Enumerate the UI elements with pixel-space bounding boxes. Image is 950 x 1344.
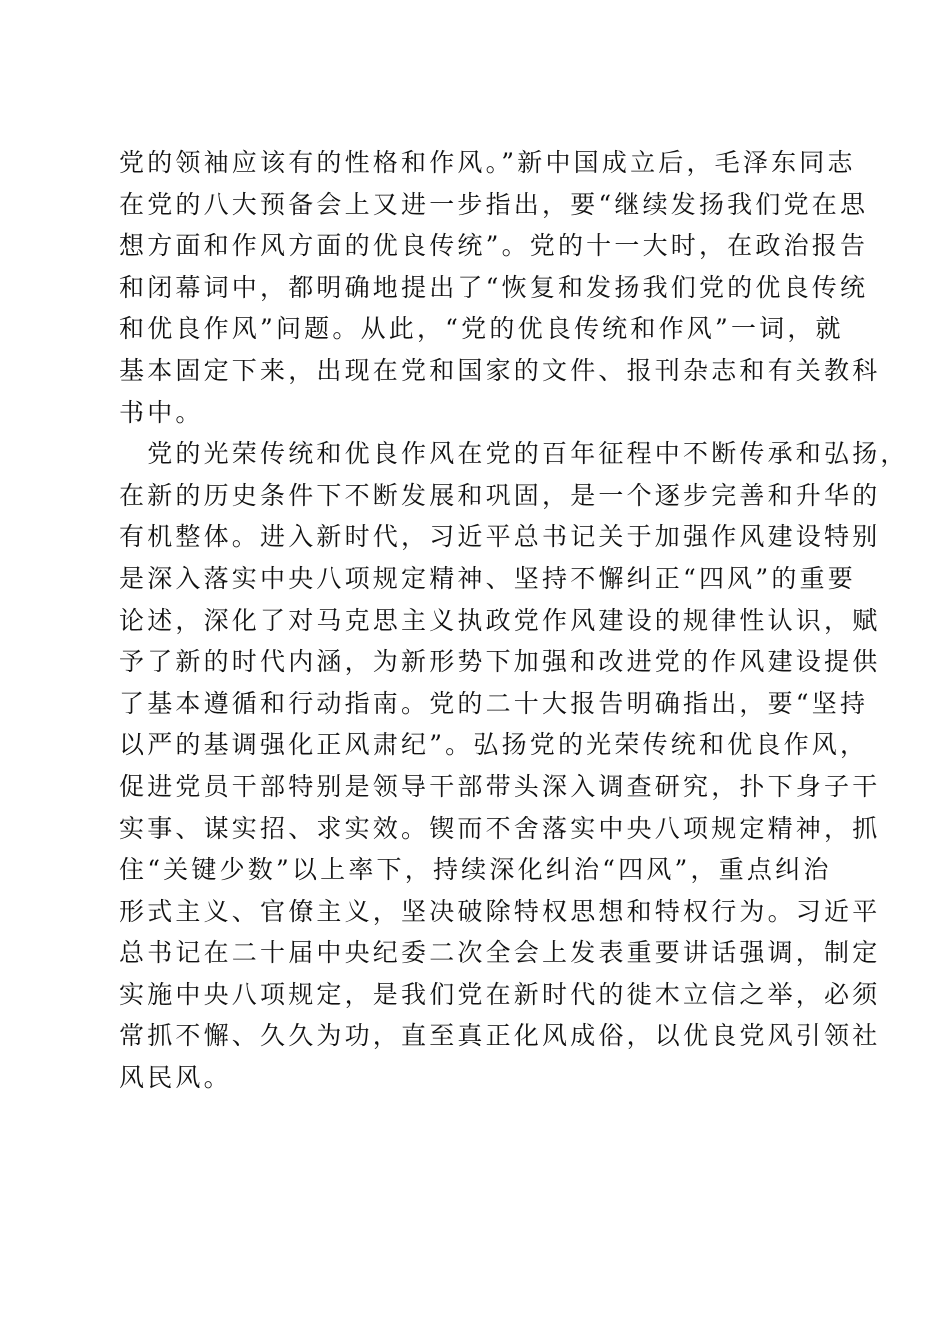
paragraph-1 (119, 142, 881, 433)
paragraph-2-line-8: 以严的基调强化正风肃纪”。弘扬党的光荣传统和优良作风， (119, 730, 869, 760)
paragraph-2-line-2: 在新的历史条件下不断发展和巩固，是一个逐步完善和升华的 (119, 480, 881, 510)
paragraph-2 (119, 433, 909, 1099)
paragraph-2-line-10: 实事、谋实招、求实效。锲而不舍落实中央八项规定精神，抓 (119, 813, 881, 843)
paragraph-1-line-4: 和闭幕词中，都明确地提出了“恢复和发扬我们党的优良传统 (119, 272, 869, 302)
paragraph-1-line-1: 党的领袖应该有的性格和作风。”新中国成立后，毛泽东同志 (119, 148, 856, 177)
paragraph-2-line-1: 党的光荣传统和优良作风在党的百年征程中不断传承和弘扬， (119, 439, 909, 469)
paragraph-2-line-6: 予了新的时代内涵，为新形势下加强和改进党的作风建设提供 (119, 647, 881, 677)
paragraph-1-line-7: 书中。 (119, 397, 204, 427)
paragraph-2-line-13: 总书记在二十届中央纪委二次全会上发表重要讲话强调，制定 (119, 938, 881, 968)
paragraph-2-line-5: 论述，深化了对马克思主义执政党作风建设的规律性认识，赋 (119, 605, 881, 635)
paragraph-1-line-6: 基本固定下来，出现在党和国家的文件、报刊杂志和有关教科 (119, 355, 881, 385)
paragraph-1-line-3: 想方面和作风方面的优良传统”。党的十一大时，在政治报告 (119, 231, 869, 261)
paragraph-1-line-2: 在党的八大预备会上又进一步指出，要“继续发扬我们党在思 (119, 189, 869, 219)
paragraph-2-line-11: 住“关键少数”以上率下，持续深化纠治“四风”，重点纠治 (119, 855, 832, 885)
paragraph-2-line-14: 实施中央八项规定，是我们党在新时代的徙木立信之举，必须 (119, 979, 881, 1009)
document-body (119, 142, 909, 1099)
paragraph-2-line-16: 风民风。 (119, 1063, 232, 1093)
paragraph-1-line-5: 和优良作风”问题。从此，“党的优良传统和作风”一词，就 (119, 314, 844, 344)
paragraph-2-line-4: 是深入落实中央八项规定精神、坚持不懈纠正“四风”的重要 (119, 563, 856, 593)
paragraph-2-line-7: 了基本遵循和行动指南。党的二十大报告明确指出，要“坚持 (119, 688, 869, 718)
paragraph-2-line-12: 形式主义、官僚主义，坚决破除特权思想和特权行为。习近平 (119, 896, 881, 926)
paragraph-2-line-3: 有机整体。进入新时代，习近平总书记关于加强作风建设特别 (119, 522, 881, 552)
paragraph-2-line-15: 常抓不懈、久久为功，直至真正化风成俗，以优良党风引领社 (119, 1021, 881, 1051)
paragraph-2-line-9: 促进党员干部特别是领导干部带头深入调查研究，扑下身子干 (119, 771, 881, 801)
